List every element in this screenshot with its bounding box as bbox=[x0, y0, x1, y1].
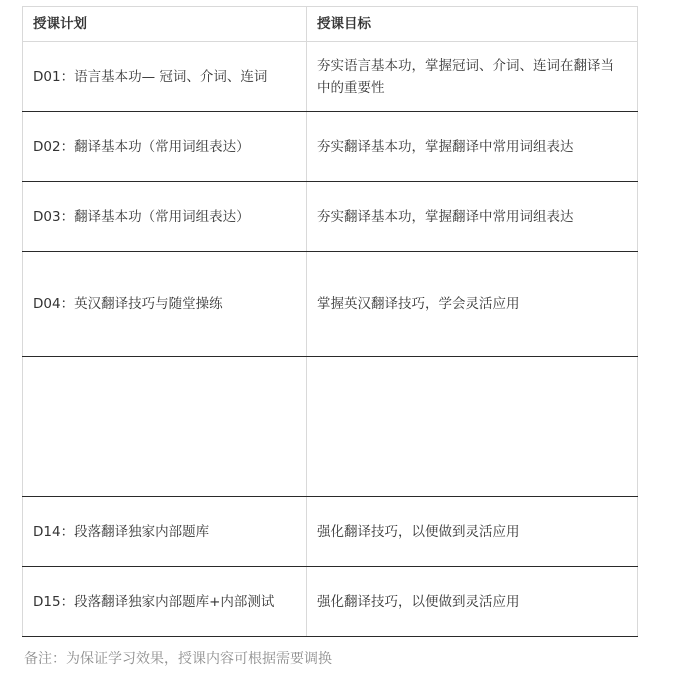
plan-cell: D01：语言基本功— 冠词、介词、连词 bbox=[23, 42, 307, 112]
goal-cell bbox=[307, 357, 638, 497]
table-row bbox=[23, 497, 638, 567]
table-row bbox=[23, 42, 638, 112]
plan-cell bbox=[23, 357, 307, 497]
goal-cell: 掌握英汉翻译技巧，学会灵活应用 bbox=[307, 252, 638, 357]
table-row bbox=[23, 112, 638, 182]
plan-cell: D04：英汉翻译技巧与随堂操练 bbox=[23, 252, 307, 357]
table-row bbox=[23, 567, 638, 637]
plan-cell: D03：翻译基本功（常用词组表达） bbox=[23, 182, 307, 252]
goal-cell: 夯实翻译基本功，掌握翻译中常用词组表达 bbox=[307, 182, 638, 252]
course-plan-table bbox=[22, 6, 638, 637]
goal-cell: 夯实翻译基本功，掌握翻译中常用词组表达 bbox=[307, 112, 638, 182]
table-header-row bbox=[23, 7, 638, 42]
header-goal: 授课目标 bbox=[307, 7, 638, 42]
header-plan: 授课计划 bbox=[23, 7, 307, 42]
goal-cell: 夯实语言基本功，掌握冠词、介词、连词在翻译当中的重要性 bbox=[307, 42, 638, 112]
goal-cell: 强化翻译技巧，以便做到灵活应用 bbox=[307, 497, 638, 567]
table-row-blank bbox=[23, 357, 638, 497]
table-row bbox=[23, 182, 638, 252]
footnote: 备注：为保证学习效果，授课内容可根据需要调换 bbox=[24, 651, 332, 667]
plan-cell: D02：翻译基本功（常用词组表达） bbox=[23, 112, 307, 182]
table-row bbox=[23, 252, 638, 357]
plan-cell: D15：段落翻译独家内部题库+内部测试 bbox=[23, 567, 307, 637]
plan-cell: D14：段落翻译独家内部题库 bbox=[23, 497, 307, 567]
goal-cell: 强化翻译技巧，以便做到灵活应用 bbox=[307, 567, 638, 637]
